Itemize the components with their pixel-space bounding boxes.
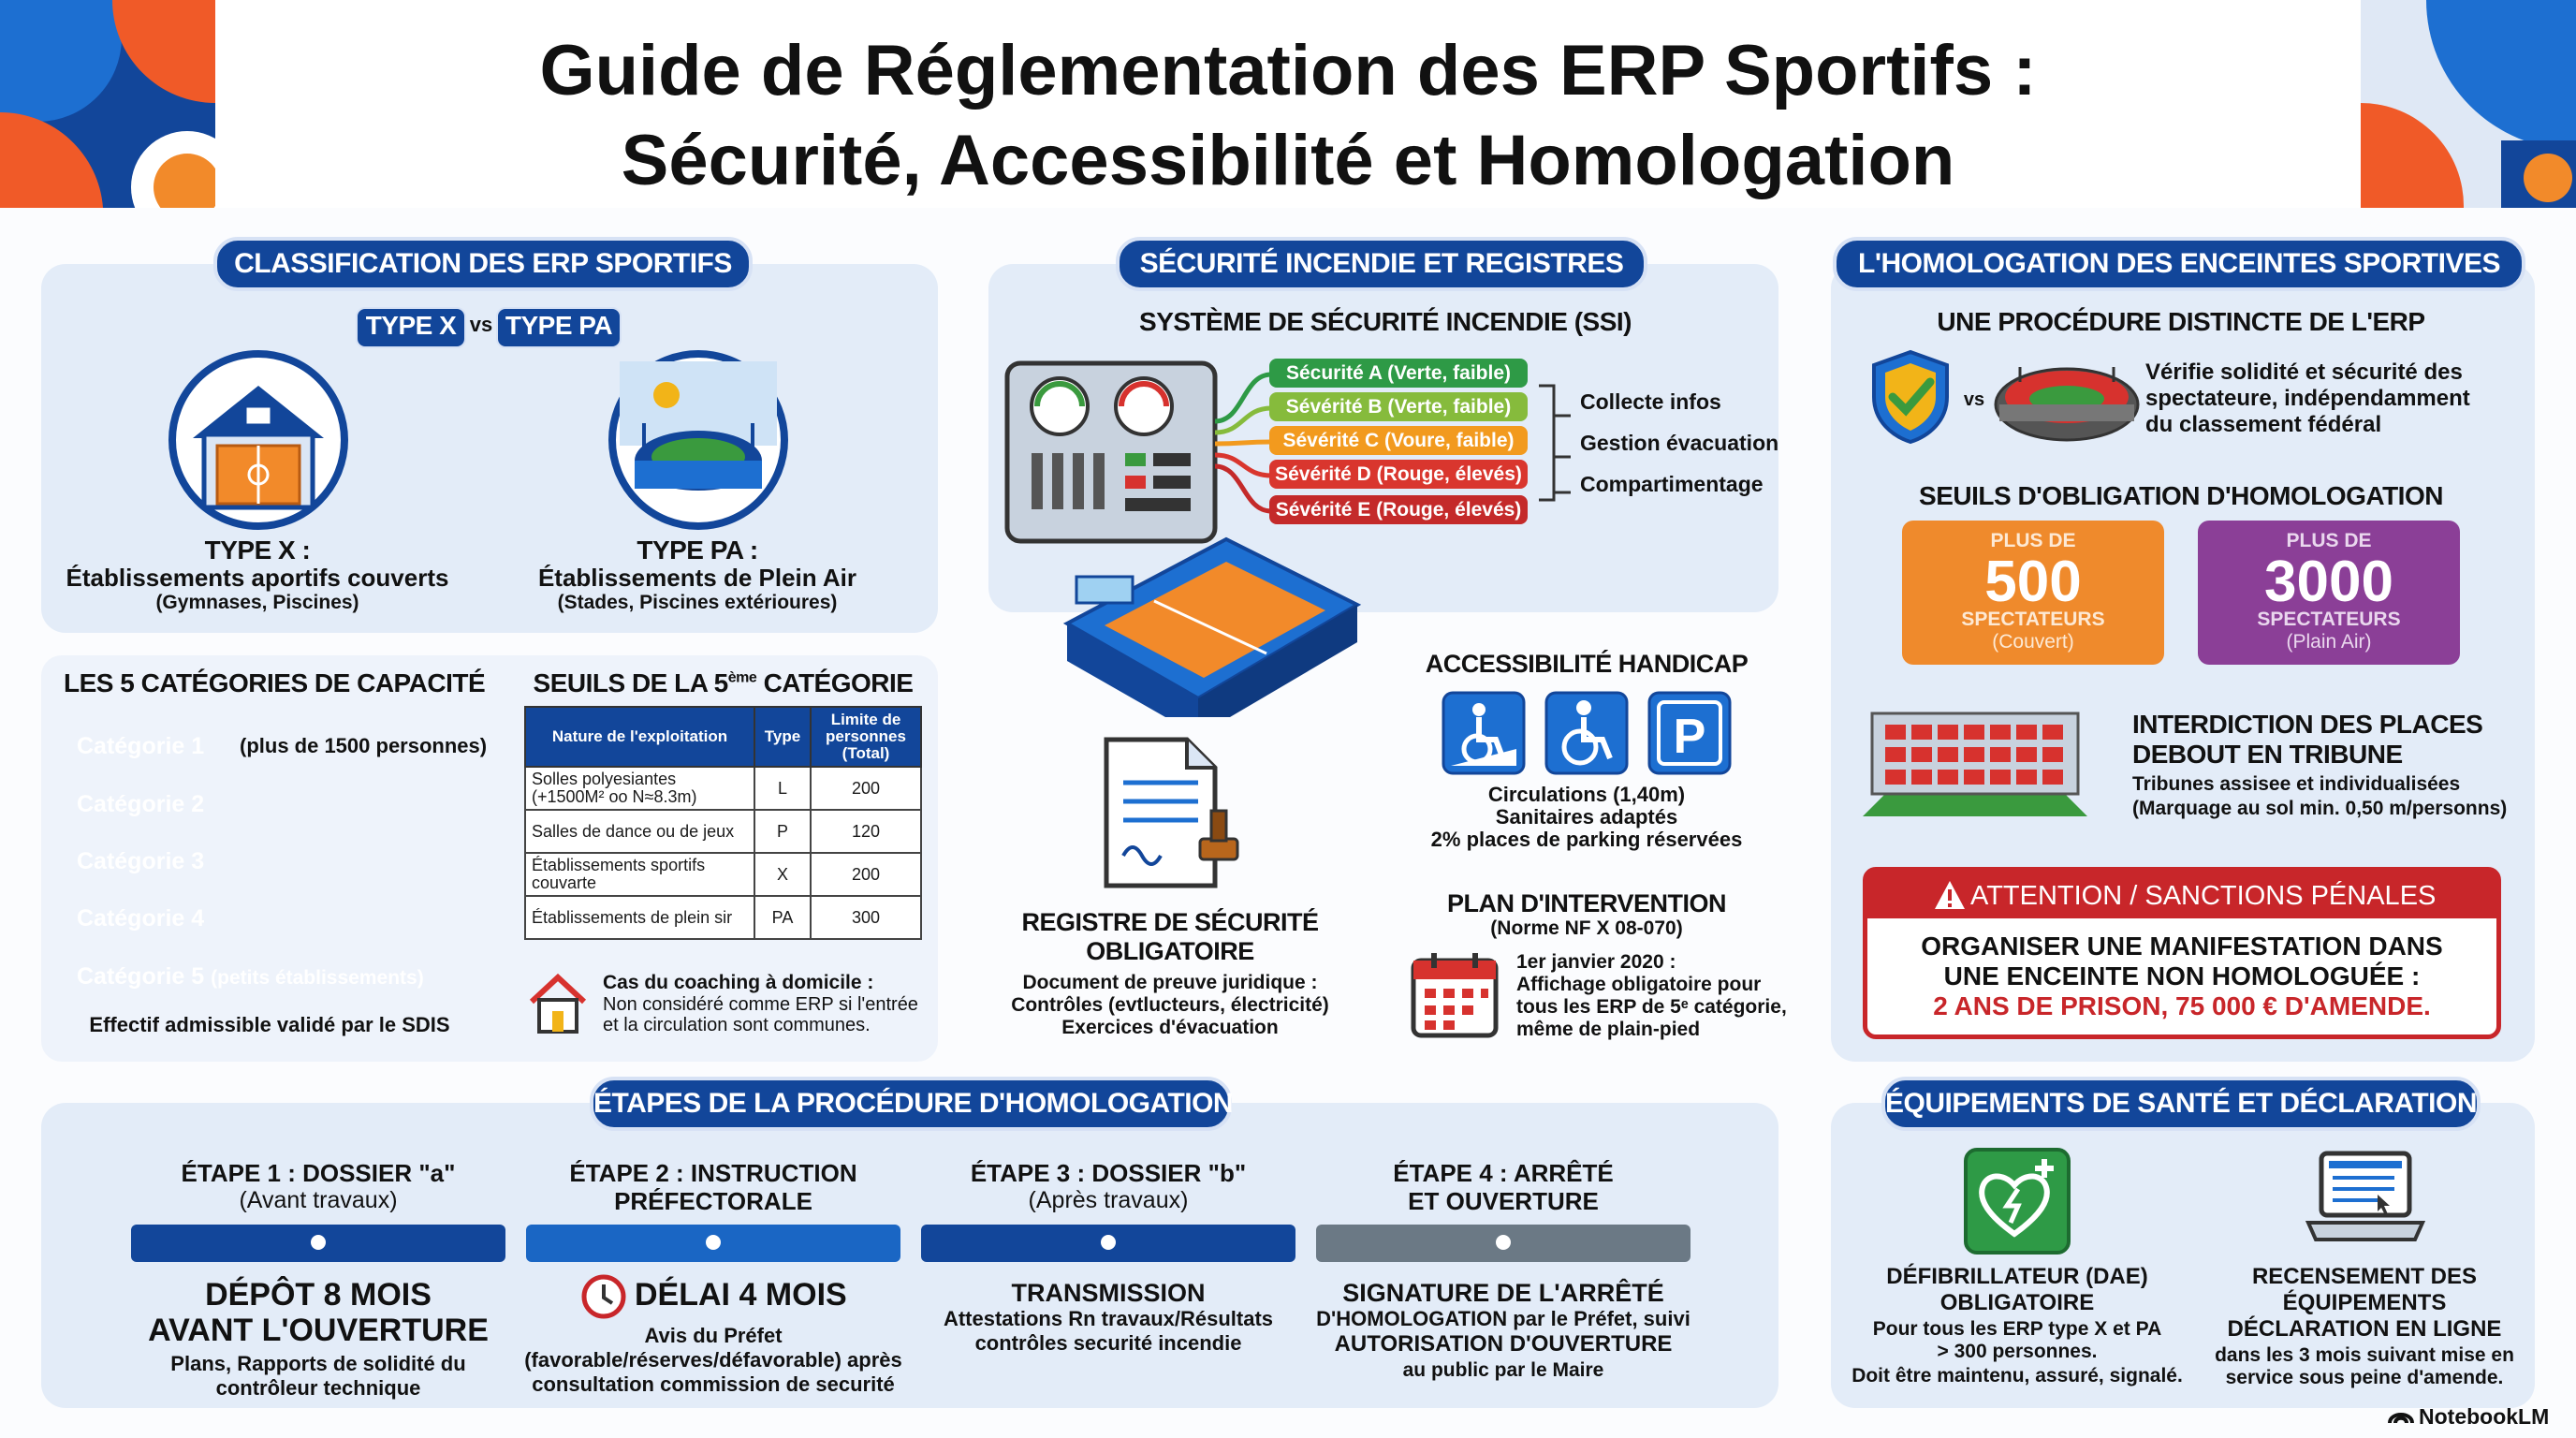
type-pa-title: TYPE PA : bbox=[637, 536, 758, 565]
etapes-heading: ÉTAPES DE LA PROCÉDURE D'HOMOLOGATION bbox=[590, 1077, 1232, 1131]
category-1-note: (plus de 1500 personnes) bbox=[240, 734, 488, 757]
seuils-table bbox=[524, 706, 922, 940]
warning-title: ATTENTION / SANCTIONS PÉNALES bbox=[1970, 881, 2437, 911]
table-header: Limite de personnes (Total) bbox=[811, 707, 921, 767]
step-3-dot bbox=[1101, 1235, 1116, 1250]
corner-decoration-right bbox=[2361, 0, 2576, 208]
type-pa-pill: TYPE PA bbox=[496, 307, 622, 348]
brand-label: NotebookLM bbox=[2419, 1404, 2550, 1429]
stadium-red-icon bbox=[1992, 354, 2142, 444]
distinct-line-1: Vérifie solidité et sécurité des bbox=[2145, 360, 2463, 385]
type-pa-examples: (Stades, Piscines extérioures) bbox=[557, 592, 838, 613]
categories-heading: LES 5 CATÉGORIES DE CAPACITÉ bbox=[64, 668, 486, 697]
shield-check-icon bbox=[1868, 348, 1953, 446]
registre-line-1: Document de preuve juridique : bbox=[1022, 972, 1318, 993]
accessibilite-heading: ACCESSIBILITÉ HANDICAP bbox=[1425, 650, 1749, 678]
coaching-title: Cas du coaching à domicile : bbox=[603, 972, 874, 993]
type-pa-desc: Établissements de Plein Air bbox=[537, 564, 857, 592]
step-3-sub: (Après travaux) bbox=[1028, 1187, 1189, 1213]
severity-a-badge: Sécurité A (Verte, faible) bbox=[1269, 359, 1528, 388]
tribune-seats-icon bbox=[1853, 704, 2097, 826]
house-icon bbox=[526, 970, 590, 1037]
warning-box bbox=[1863, 867, 2501, 1039]
header bbox=[0, 0, 2576, 208]
step-1-title: ÉTAPE 1 : DOSSIER "a" bbox=[181, 1159, 456, 1187]
notebooklm-logo-icon bbox=[2387, 1404, 2415, 1427]
warning-line-3: 2 ANS DE PRISON, 75 000 € D'AMENDE. bbox=[1933, 991, 2431, 1020]
plan-title: PLAN D'INTERVENTION bbox=[1447, 889, 1726, 917]
access-line-3: 2% places de parking réservées bbox=[1430, 828, 1743, 851]
table-row: Solles polyesiantes (+1500M² oo N≈8.3m) L 200 bbox=[525, 767, 921, 810]
step-4-sub: ET OUVERTURE bbox=[1408, 1187, 1599, 1215]
bracket-icon bbox=[1535, 382, 1573, 504]
interdiction-line-1: INTERDICTION DES PLACES bbox=[2132, 710, 2483, 739]
clock-icon bbox=[580, 1273, 627, 1320]
interdiction-line-2: DEBOUT EN TRIBUNE bbox=[2132, 740, 2403, 769]
access-line-2: Sanitaires adaptés bbox=[1495, 805, 1678, 829]
step-4-desc-3: au public par le Maire bbox=[1402, 1359, 1604, 1381]
step-1-desc-2: contrôleur technique bbox=[215, 1376, 421, 1400]
warning-icon bbox=[1933, 879, 1967, 911]
dae-line-2: > 300 personnes. bbox=[1937, 1341, 2098, 1362]
registre-line-3: Exercices d'évacuation bbox=[1061, 1017, 1279, 1038]
rec-title-1: RECENSEMENT DES bbox=[2251, 1264, 2478, 1289]
step-4-desc-2: AUTORISATION D'OUVERTURE bbox=[1334, 1331, 1673, 1357]
step-2-big-1: DÉLAI 4 MOIS bbox=[635, 1277, 847, 1313]
classification-heading: CLASSIFICATION DES ERP SPORTIFS bbox=[213, 237, 753, 291]
rec-title-2: ÉQUIPEMENTS bbox=[2282, 1290, 2447, 1315]
step-2-desc-1: Avis du Préfet bbox=[644, 1324, 783, 1347]
ssi-title: SYSTÈME DE SÉCURITÉ INCENDIE (SSI) bbox=[1139, 307, 1632, 336]
step-3-big-1: TRANSMISSION bbox=[1011, 1279, 1206, 1307]
access-line-1: Circulations (1,40m) bbox=[1487, 783, 1686, 806]
distinct-title: UNE PROCÉDURE DISTINCTE DE L'ERP bbox=[1937, 307, 2425, 336]
severity-b-badge: Sévérité B (Verte, faible) bbox=[1269, 392, 1528, 421]
step-2-desc-3: consultation commission de securité bbox=[532, 1372, 895, 1396]
calendar-icon bbox=[1408, 947, 1501, 1041]
step-2-title: ÉTAPE 2 : INSTRUCTION bbox=[569, 1159, 857, 1187]
dae-title-2: OBLIGATOIRE bbox=[1939, 1290, 2095, 1315]
plan-line-3: tous les ERP de 5ᵉ catégorie, bbox=[1516, 996, 1787, 1018]
warning-line-2: UNE ENCEINTE NON HOMOLOGUÉE : bbox=[1943, 961, 2421, 990]
ssi-wires bbox=[1215, 365, 1273, 524]
step-2-dot bbox=[706, 1235, 721, 1250]
dae-title-1: DÉFIBRILLATEUR (DAE) bbox=[1886, 1264, 2148, 1289]
severity-c-badge: Sévérité C (Voure, faible) bbox=[1269, 426, 1528, 455]
step-1-desc-1: Plans, Rapports de solidité du bbox=[170, 1352, 466, 1375]
registre-line-2: Contrôles (evtlucteurs, électricité) bbox=[1011, 994, 1329, 1016]
distinct-line-3: du classement fédéral bbox=[2145, 412, 2382, 437]
type-x-pill: TYPE X bbox=[356, 307, 466, 348]
plan-norme: (Norme NF X 08-070) bbox=[1490, 917, 1683, 939]
step-1-big-1: DÉPÔT 8 MOIS bbox=[205, 1277, 432, 1313]
step-2-desc-2: (favorable/réserves/défavorable) après bbox=[524, 1348, 902, 1372]
stadium-icon bbox=[607, 348, 790, 532]
rec-title-3: DÉCLARATION EN LIGNE bbox=[2227, 1316, 2502, 1342]
type-x-examples: (Gymnases, Piscines) bbox=[155, 592, 359, 613]
parking-icon bbox=[1647, 691, 1732, 775]
gymnasium-icon bbox=[167, 348, 350, 532]
step-4-title: ÉTAPE 4 : ARRÊTÉ bbox=[1393, 1159, 1614, 1187]
svg-text:P: P bbox=[1673, 710, 1706, 764]
page-title: Guide de Réglementation des ERP Sportifs : Sécurité, Accessibilité et Homologation bbox=[539, 31, 2037, 200]
category-3-bar: Catégorie 3 bbox=[77, 848, 205, 874]
function-evacuation: Gestion évacuation bbox=[1580, 431, 1779, 455]
warning-line-1: ORGANISER UNE MANIFESTATION DANS bbox=[1921, 932, 2443, 961]
step-2-sub: PRÉFECTORALE bbox=[614, 1187, 812, 1215]
table-header: Nature de l'exploitation bbox=[525, 707, 754, 767]
table-row: Établissements de plein sir PA 300 bbox=[525, 896, 921, 939]
category-5-bar: Catégorie 5 (petits établissements) bbox=[77, 963, 424, 990]
coaching-text: Non considéré comme ERP si l'entrée et la circulation sont communes. bbox=[603, 994, 918, 1035]
wheelchair-icon bbox=[1544, 691, 1629, 775]
type-x-title: TYPE X : bbox=[204, 536, 311, 565]
defibrillator-icon bbox=[1962, 1146, 2072, 1256]
homologation-heading: L'HOMOLOGATION DES ENCEINTES SPORTIVES bbox=[1833, 237, 2525, 291]
category-2-bar: Catégorie 2 bbox=[77, 791, 205, 817]
severity-e-badge: Sévérité E (Rouge, élevés) bbox=[1269, 495, 1528, 524]
gymnasium-3d-illustration bbox=[1048, 521, 1367, 717]
homologation-vs: vs bbox=[1963, 389, 1985, 410]
laptop-icon bbox=[2305, 1148, 2426, 1249]
interdiction-detail-1: Tribunes assisee et individualisées bbox=[2132, 773, 2461, 795]
wheelchair-ramp-icon bbox=[1442, 691, 1526, 775]
corner-decoration-left bbox=[0, 0, 215, 208]
seuils-heading: SEUILS DE LA 5ème CATÉGORIE bbox=[533, 668, 914, 697]
register-document-icon bbox=[1097, 736, 1247, 895]
vs-label: vs bbox=[469, 313, 493, 336]
category-4-bar: Catégorie 4 bbox=[77, 905, 205, 932]
categories-footer: Effectif admissible validé par le SDIS bbox=[89, 1013, 450, 1036]
step-4-desc-1: D'HOMOLOGATION par le Préfet, suivi bbox=[1316, 1307, 1690, 1330]
step-4-dot bbox=[1496, 1235, 1511, 1250]
rec-line-2: service sous peine d'amende. bbox=[2225, 1367, 2504, 1388]
interdiction-detail-2: (Marquage au sol min. 0,50 m/personns) bbox=[2132, 798, 2508, 819]
rec-line-1: dans les 3 mois suivant mise en bbox=[2215, 1344, 2514, 1366]
plan-line-4: même de plain-pied bbox=[1516, 1019, 1701, 1040]
type-x-desc: Établissements aportifs couverts bbox=[66, 564, 449, 592]
table-header: Type bbox=[754, 707, 811, 767]
distinct-line-2: spectateure, indépendamment bbox=[2145, 386, 2470, 411]
ssi-panel-icon bbox=[1003, 360, 1219, 545]
table-row: Établissements sportifs couvarte X 200 bbox=[525, 853, 921, 896]
step-1-big-2: AVANT L'OUVERTURE bbox=[148, 1313, 489, 1348]
category-1-bar: Catégorie 1 bbox=[77, 733, 205, 759]
step-4-big-1: SIGNATURE DE L'ARRÊTÉ bbox=[1342, 1279, 1664, 1307]
table-row: Salles de dance ou de jeux P 120 bbox=[525, 810, 921, 853]
severity-d-badge: Sévérité D (Rouge, élevés) bbox=[1269, 460, 1528, 489]
function-compartimentage: Compartimentage bbox=[1580, 472, 1764, 496]
dae-line-3: Doit être maintenu, assuré, signalé. bbox=[1852, 1365, 2183, 1387]
plan-line-2: Affichage obligatoire pour bbox=[1516, 974, 1762, 995]
step-3-title: ÉTAPE 3 : DOSSIER "b" bbox=[970, 1159, 1247, 1187]
seuils-homologation-title: SEUILS D'OBLIGATION D'HOMOLOGATION bbox=[1919, 481, 2443, 510]
equipements-heading: ÉQUIPEMENTS DE SANTÉ ET DÉCLARATION bbox=[1881, 1077, 2481, 1131]
dae-line-1: Pour tous les ERP type X et PA bbox=[1872, 1318, 2162, 1340]
plan-line-1: 1er janvier 2020 : bbox=[1516, 951, 1676, 973]
securite-heading: SÉCURITÉ INCENDIE ET REGISTRES bbox=[1116, 237, 1647, 291]
threshold-500-box: PLUS DE 500 SPECTATEURS (Couvert) bbox=[1902, 521, 2164, 665]
function-collecte: Collecte infos bbox=[1580, 389, 1721, 414]
step-3-desc-1: Attestations Rn travaux/Résultats bbox=[943, 1307, 1274, 1330]
step-1-sub: (Avant travaux) bbox=[239, 1187, 398, 1213]
step-3-desc-2: contrôles securité incendie bbox=[974, 1331, 1242, 1355]
registre-title: REGISTRE DE SÉCURITÉ OBLIGATOIRE bbox=[1021, 908, 1319, 965]
step-1-dot bbox=[311, 1235, 326, 1250]
threshold-3000-box: PLUS DE 3000 SPECTATEURS (Plain Air) bbox=[2198, 521, 2460, 665]
